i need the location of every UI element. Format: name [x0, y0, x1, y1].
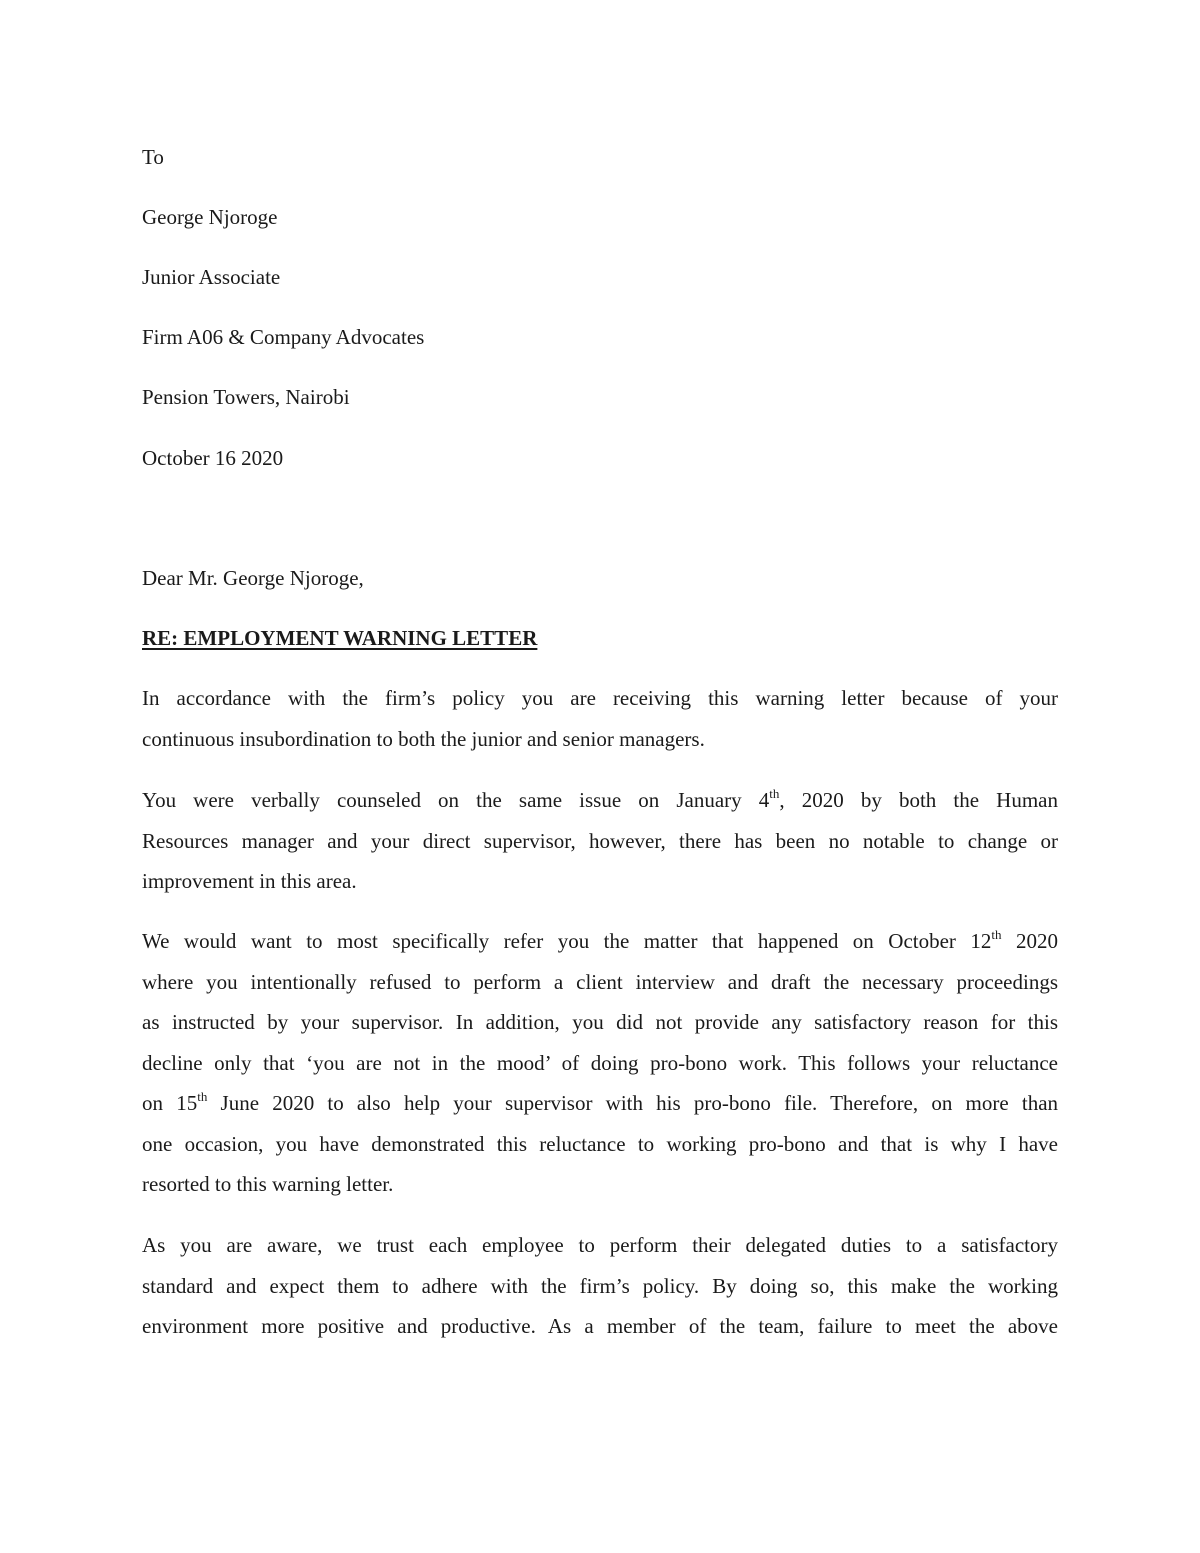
paragraph-1 [142, 686, 1058, 767]
subject-line: RE: EMPLOYMENT WARNING LETTER [142, 626, 538, 650]
paragraph-3 [142, 929, 1058, 1213]
recipient-name: George Njoroge [142, 205, 278, 229]
paragraph-4-line: environment more positive and productive. As a member of the team, failure to meet the above [142, 1314, 1058, 1338]
to-label: To [142, 145, 164, 169]
paragraph-3-line: on 15th June 2020 to also help your supervisor with his pro-bono file. Therefore, on more than [142, 1089, 1059, 1115]
paragraph-4-line: standard and expect them to adhere with the firm’s policy. By doing so, this make the working [142, 1273, 1058, 1298]
paragraph-2-line: Resources manager and your direct supervisor, however, there has been no notable to change or [142, 828, 1058, 853]
paragraph-4 [142, 1233, 1058, 1355]
paragraph-2 [142, 788, 1058, 910]
paragraph-2-line: You were verbally counseled on the same issue on January 4th, 2020 by both the Human [142, 786, 1058, 812]
recipient-title: Junior Associate [142, 265, 281, 289]
recipient-address: Pension Towers, Nairobi [142, 385, 350, 409]
paragraph-3-line: resorted to this warning letter. [142, 1172, 394, 1196]
paragraph-3-line: one occasion, you have demonstrated this reluctance to working pro-bono and that is why I have [142, 1131, 1058, 1156]
paragraph-3-line: decline only that ‘you are not in the mood’ of doing pro-bono work. This follows your reluctance [142, 1050, 1058, 1075]
salutation: Dear Mr. George Njoroge, [142, 566, 364, 590]
paragraph-1-line: continuous insubordination to both the junior and senior managers. [142, 726, 705, 751]
paragraph-2-line: improvement in this area. [142, 869, 357, 893]
paragraph-3-line: We would want to most specifically refer you the matter that happened on October 12th 2020 [142, 927, 1059, 953]
paragraph-1-line: In accordance with the firm’s policy you are receiving this warning letter because of your [142, 686, 1058, 710]
paragraph-4-line: As you are aware, we trust each employee to perform their delegated duties to a satisfactory [142, 1233, 1058, 1257]
recipient-firm: Firm A06 & Company Advocates [142, 325, 425, 349]
paragraph-3-line: where you intentionally refused to perform a client interview and draft the necessary proceedings [142, 969, 1058, 994]
paragraph-3-line: as instructed by your supervisor. In addition, you did not provide any satisfactory reason for this [142, 1010, 1058, 1034]
letter-date: October 16 2020 [142, 446, 284, 470]
